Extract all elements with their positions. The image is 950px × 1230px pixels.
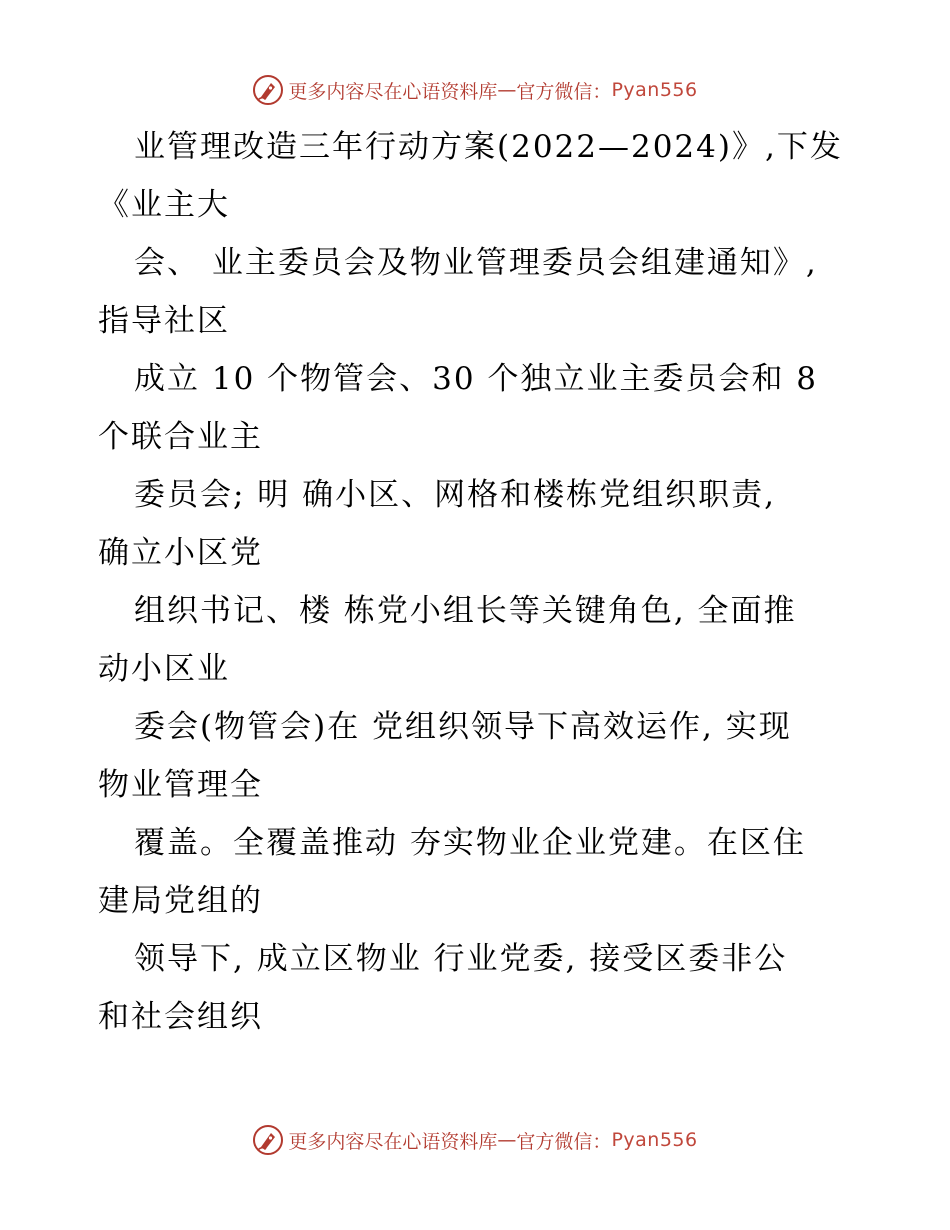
body-line: 个联合业主	[98, 419, 263, 455]
body-line: 覆盖。全覆盖推动 夯实物业企业党建。在区住	[134, 825, 806, 861]
banner-wechat-id: Pyan556	[611, 1129, 698, 1151]
body-line: 委员会; 明 确小区、网格和楼栋党组织职责,	[134, 477, 777, 513]
body-line: 会、 业主委员会及物业管理委员会组建通知》,	[134, 245, 818, 281]
document-body	[98, 118, 858, 1046]
banner-separator: —	[497, 1129, 517, 1151]
body-line: 动小区业	[98, 651, 230, 687]
body-line: 成立 10 个物管会、30 个独立业主委员会和 8	[134, 361, 819, 397]
body-line: 委会(物管会)在 党组织领导下高效运作, 实现	[134, 709, 792, 745]
body-line: 组织书记、楼 栋党小组长等关键角色, 全面推	[134, 593, 797, 629]
footer-banner	[0, 1120, 950, 1160]
pen-nib-logo-icon	[252, 74, 284, 106]
banner-brand-text: 更多内容尽在心语资料库	[288, 1130, 498, 1153]
pen-nib-logo-icon	[252, 1124, 284, 1156]
body-line: 建局党组的	[98, 883, 263, 919]
body-line: 确立小区党	[98, 535, 263, 571]
banner-wechat-id: Pyan556	[611, 79, 698, 101]
body-line: 指导社区	[98, 303, 230, 339]
body-line: 和社会组织	[98, 999, 263, 1035]
banner-contact-label: 官方微信：	[516, 1130, 612, 1153]
banner-separator: —	[497, 79, 517, 101]
banner-contact-label: 官方微信：	[516, 80, 612, 103]
banner-brand-text: 更多内容尽在心语资料库	[288, 80, 498, 103]
body-line: 物业管理全	[98, 767, 263, 803]
body-line: 《业主大	[98, 187, 230, 223]
body-line: 领导下, 成立区物业 行业党委, 接受区委非公	[134, 941, 788, 977]
header-banner	[0, 70, 950, 110]
body-line: 业管理改造三年行动方案(2022—2024)》,下发	[134, 129, 843, 165]
